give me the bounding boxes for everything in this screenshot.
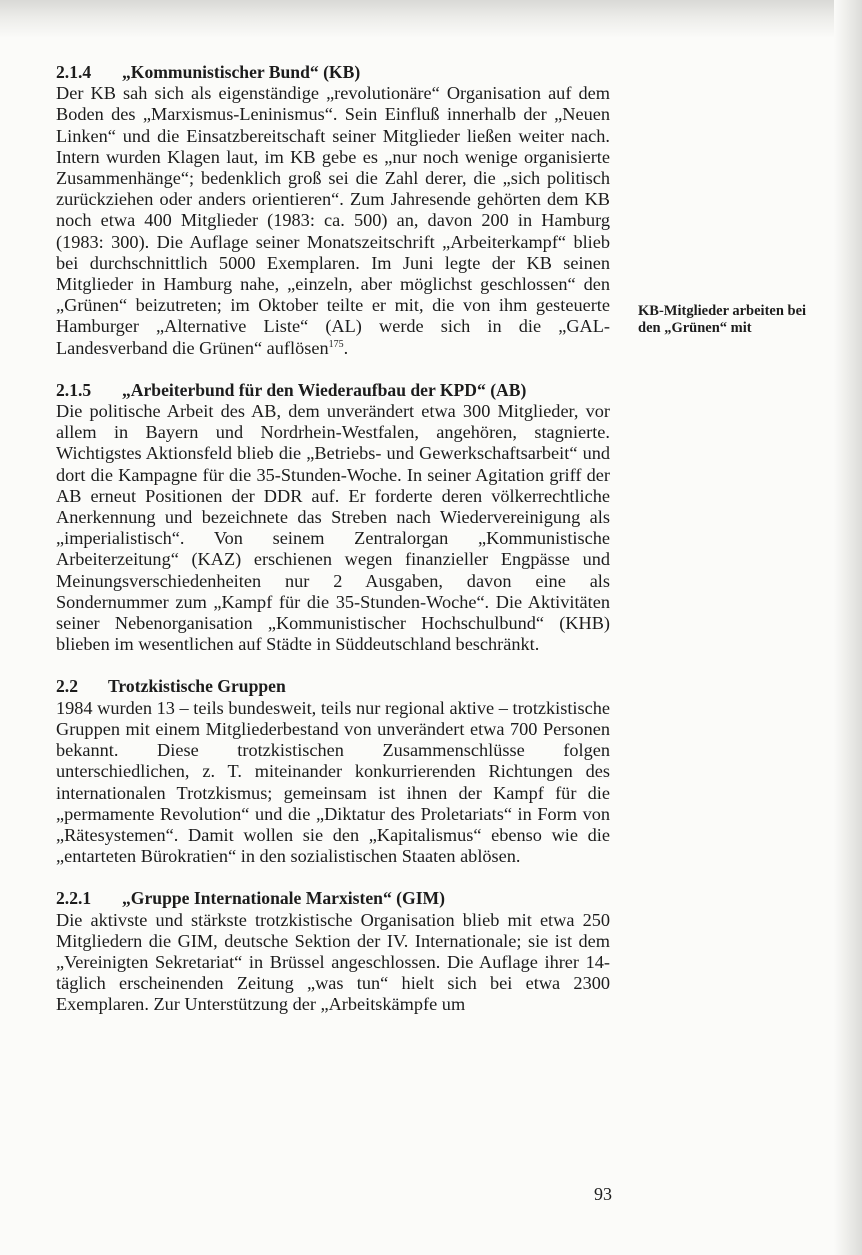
footnote-ref: 175 [328, 338, 344, 350]
section-title: „Kommunistischer Bund“ (KB) [122, 62, 361, 82]
section-body: Die aktivste und stärkste trotzkistische Organisation blieb mit etwa 250 Mitgliedern die GIM, deutsche Sektion der IV. Internationale; sie ist dem „Vereinigten Sekretariat“ in Brüssel angeschlossen. Die Auflage ihrer 14-täglich erscheinenden Zeitung „was tun“ hielt sich bei etwa 2300 Exemplaren. Zur Unterstützung der „Arbeitskämpfe um [56, 909, 610, 1015]
section-title: „Gruppe Internationale Marxisten“ (GIM) [122, 888, 446, 909]
section-title: „Arbeiterbund für den Wiederaufbau der KPD“ (AB) [122, 379, 527, 400]
body-text: Der KB sah sich als eigenständige „revolutionäre“ Organisation auf dem Boden des „Marxismus-Leninismus“. Sein Einfluß innerhalb der „Neuen Linken“ und die Einsatzbereitschaft seiner Mitglieder ließen weiter nach. Intern wurden Klagen laut, im KB gebe es „nur noch wenige organisierte Zusammenhänge“; bedenklich groß sei die Zahl derer, die „sich politisch zurückziehen oder anders orientieren“. Zum Jahresende gehörten dem KB noch etwa 400 Mitglieder (1983: ca. 500) an, davon 200 in Hamburg (1983: 300). Die Auflage seiner Monatszeitschrift „Arbeiterkampf“ blieb bei durchschnittlich 5000 Exemplaren. Im Juni legte der KB seinen Mitglieder in Hamburg nahe, „einzeln, aber möglichst geschlossen“ den „Grünen“ beizutreten; im Oktober teilte er mit, die von ihm gesteuerte Hamburger „Alternative Liste“ (AL) werde sich in die „GAL-Landesverband die Grünen“ auflösen [56, 83, 610, 358]
section-body: Die politische Arbeit des AB, dem unverändert etwa 300 Mitglieder, vor allem in Bayern und Nordrhein-Westfalen, angehören, stagnierte. Wichtigstes Aktionsfeld blieb die „Betriebs- und Gewerkschaftsarbeit“ und dort die Kampagne für die 35-Stunden-Woche. In seiner Agitation griff der AB erneut Positionen der DDR auf. Er forderte deren völkerrechtliche Anerkennung und bezeichnete das Streben nach Wiedervereinigung als „imperialistisch“. Von seinem Zentralorgan „Kommunistische Arbeiterzeitung“ (KAZ) erschienen wegen finanzieller Engpässe und Meinungsverschiedenheiten nur 2 Ausgaben, davon eine als Sondernummer zum „Kampf für die 35-Stunden-Woche“. Die Aktivitäten seiner Nebenorganisation „Kommunistischer Hochschulbund“ (KHB) blieben im wesentlichen auf Städte in Süddeutschland beschränkt. [56, 401, 610, 655]
section-heading [56, 676, 610, 697]
section-2-1-4 [56, 62, 610, 359]
section-2-2 [56, 676, 610, 867]
scan-shadow-top [0, 0, 862, 38]
section-2-1-5 [56, 380, 610, 656]
section-number: 2.1.5 [56, 379, 92, 400]
body-text-end: . [343, 337, 349, 358]
section-number: 2.2 [56, 676, 78, 697]
section-title: Trotzkistische Gruppen [108, 676, 286, 697]
section-heading [56, 62, 610, 83]
section-heading [56, 380, 610, 401]
section-2-2-1 [56, 888, 610, 1015]
scan-shadow-right [834, 0, 862, 1255]
section-body: 1984 wurden 13 – teils bundesweit, teils nur regional aktive – trotzkistische Gruppen mit einem Mitgliederbestand von unverändert etwa 700 Personen bekannt. Diese trotzkistischen Zusammenschlüsse folgen unterschiedlichen, z. T. miteinander konkurrierenden Richtungen des internationalen Trotzkismus; gemeinsam ist ihnen der Kampf für die „permamente Revolution“ und die „Diktatur des Proletariats“ in Form von „Rätesystemen“. Damit wollen sie den „Kapitalismus“ ebenso wie die „entarteten Bürokratien“ in den sozialistischen Staaten ablösen. [56, 697, 610, 867]
section-number: 2.1.4 [56, 62, 92, 82]
main-column [56, 62, 610, 1037]
margin-note: KB-Mitglieder arbeiten bei den „Grünen“ mit [638, 303, 807, 336]
page-number: 93 [594, 1184, 612, 1204]
section-heading [56, 888, 610, 909]
section-number: 2.2.1 [56, 888, 92, 909]
section-body [56, 83, 610, 359]
